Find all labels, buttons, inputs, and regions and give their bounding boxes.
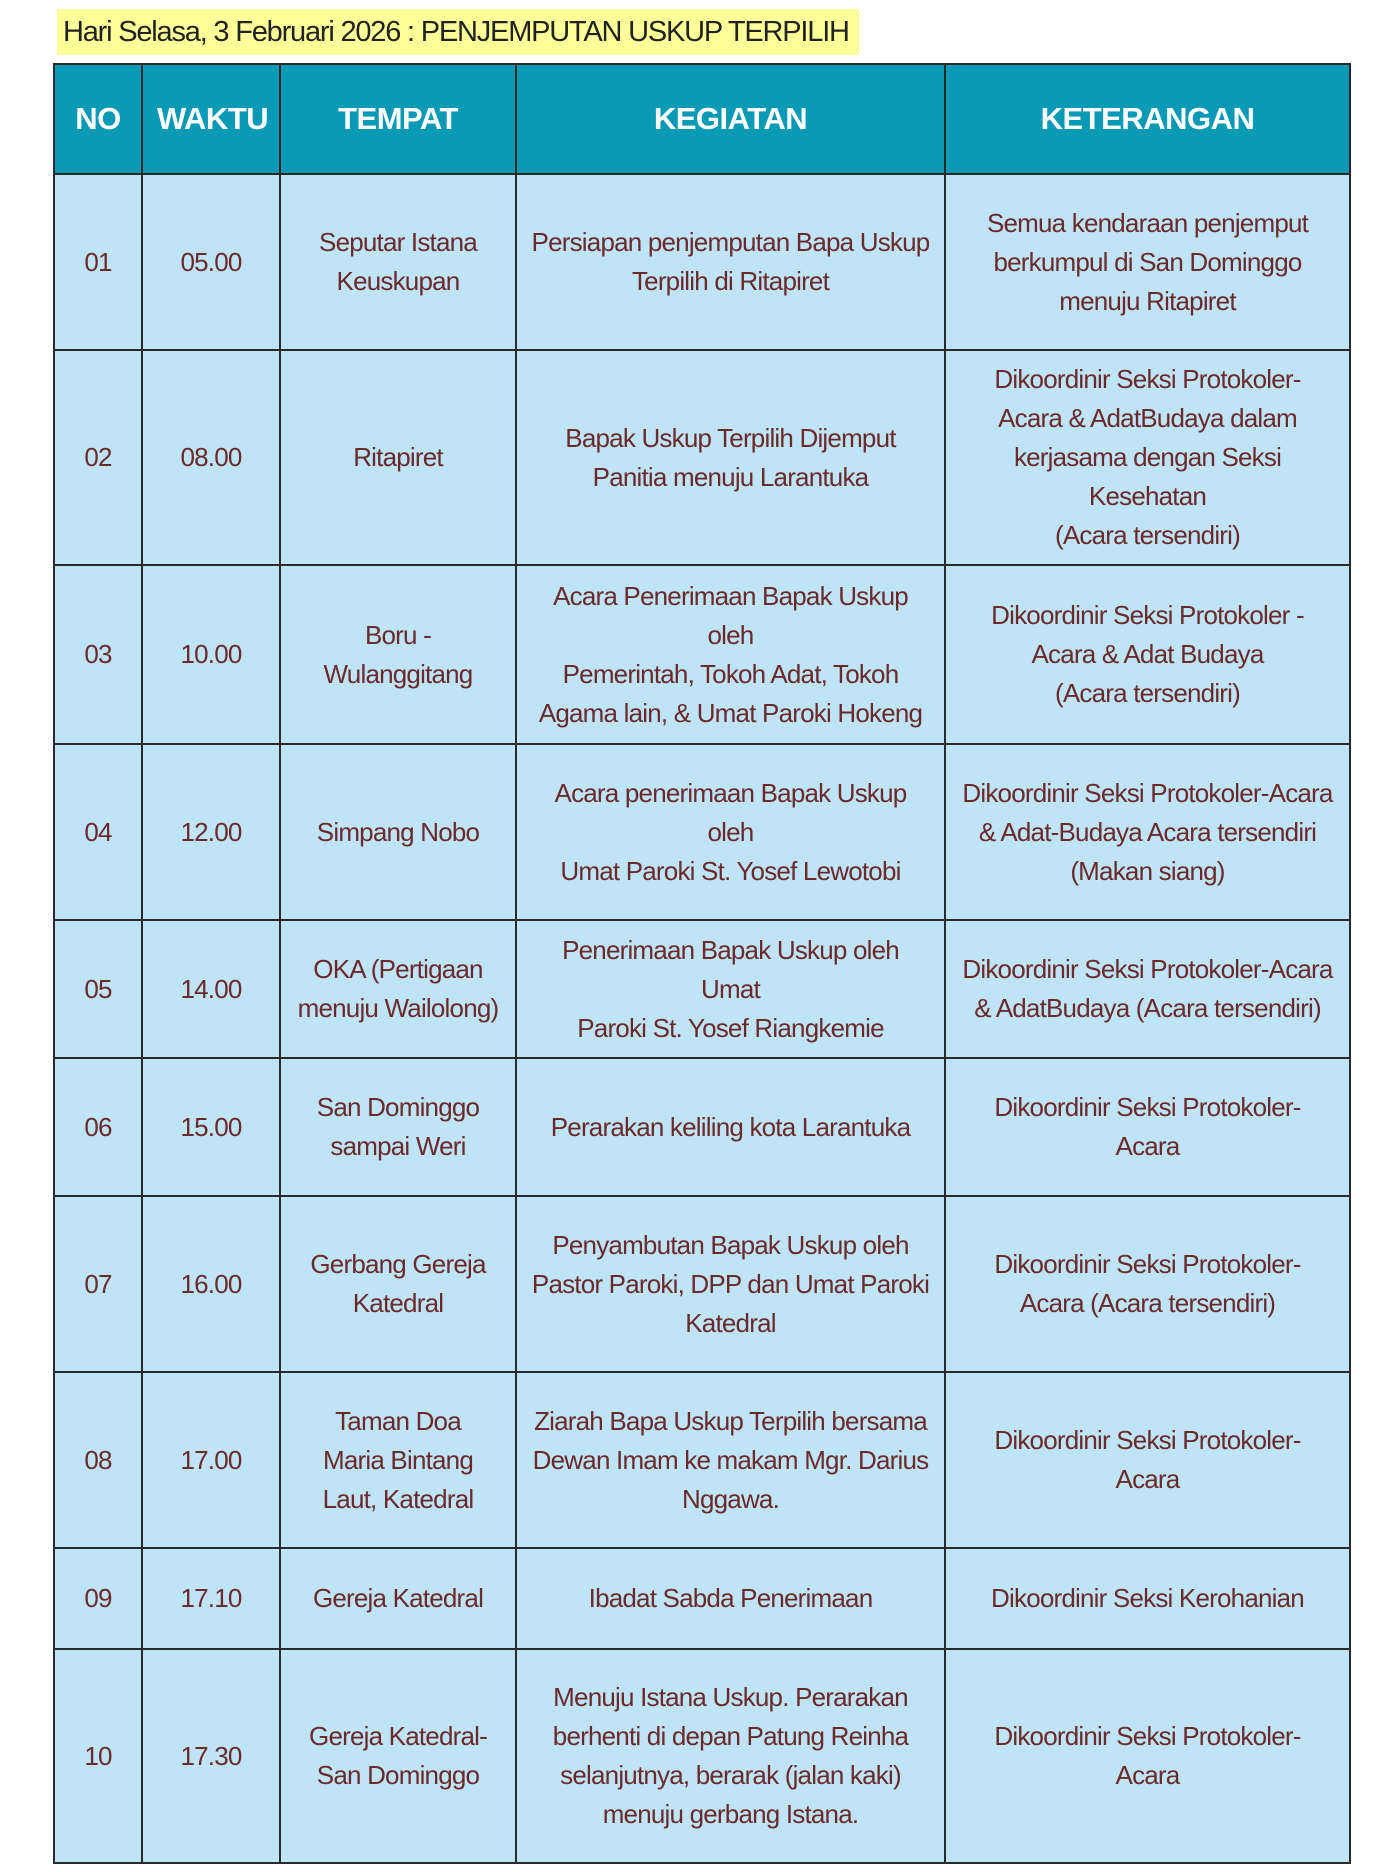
cell-keterangan-line: Acara & Adat Budaya: [1031, 639, 1264, 669]
cell-tempat-line: Gereja Katedral: [312, 1583, 484, 1613]
cell-waktu: 17.10: [142, 1548, 280, 1649]
cell-tempat-line: Gereja Katedral-: [309, 1721, 487, 1751]
cell-waktu: 15.00: [142, 1058, 280, 1196]
cell-tempat: [280, 920, 516, 1058]
cell-kegiatan-line: Pastor Paroki, DPP dan Umat Paroki: [531, 1268, 930, 1299]
cell-kegiatan-line: Bapak Uskup Terpilih Dijemput: [565, 422, 896, 453]
cell-tempat-line: Laut, Katedral: [322, 1483, 474, 1514]
schedule-table: [53, 63, 1351, 1864]
cell-keterangan-line: berkumpul di San Dominggo: [993, 246, 1302, 277]
cell-kegiatan: [516, 1649, 945, 1863]
cell-kegiatan-line: Katedral: [685, 1307, 776, 1338]
cell-tempat-line: Boru -: [364, 619, 431, 650]
table-row: [54, 565, 1350, 744]
cell-kegiatan-line: Acara penerimaan Bapak Uskup oleh: [554, 777, 907, 847]
cell-waktu: 16.00: [142, 1196, 280, 1372]
cell-keterangan: [945, 1196, 1350, 1372]
cell-keterangan-line: Dikoordinir Seksi Kerohanian: [991, 1583, 1304, 1613]
cell-kegiatan-line: berhenti di depan Patung Reinha: [552, 1721, 909, 1751]
cell-kegiatan: [516, 565, 945, 744]
header-tempat: TEMPAT: [280, 64, 516, 174]
cell-tempat: [280, 565, 516, 744]
cell-tempat-line: sampai Weri: [330, 1131, 466, 1161]
cell-waktu: 17.30: [142, 1649, 280, 1863]
cell-keterangan-line: Dikoordinir Seksi Protokoler-Acara: [962, 954, 1333, 984]
cell-kegiatan-line: menuju gerbang Istana.: [602, 1799, 859, 1829]
cell-no: 03: [54, 565, 142, 744]
header-no: NO: [54, 64, 142, 174]
cell-kegiatan-line: Menuju Istana Uskup. Perarakan: [553, 1682, 908, 1712]
cell-tempat-line: Simpang Nobo: [316, 816, 480, 847]
cell-keterangan-line: kerjasama dengan Seksi Kesehatan: [1013, 442, 1282, 511]
cell-kegiatan-line: Umat Paroki St. Yosef Lewotobi: [560, 855, 901, 886]
cell-kegiatan-line: Terpilih di Ritapiret: [631, 266, 830, 296]
cell-keterangan-line: Dikoordinir Seksi Protokoler-: [994, 364, 1301, 394]
table-header-row: [54, 64, 1350, 174]
cell-kegiatan: [516, 920, 945, 1058]
cell-keterangan-line: Dikoordinir Seksi Protokoler -: [991, 600, 1304, 630]
cell-kegiatan-line: Agama lain, & Umat Paroki Hokeng: [538, 697, 923, 728]
table-row: [54, 350, 1350, 565]
cell-keterangan: [945, 920, 1350, 1058]
cell-waktu: 12.00: [142, 744, 280, 920]
cell-kegiatan-line: Ziarah Bapa Uskup Terpilih bersama: [534, 1405, 927, 1436]
cell-keterangan-line: Acara & AdatBudaya dalam: [998, 403, 1297, 433]
cell-no: 07: [54, 1196, 142, 1372]
cell-kegiatan-line: selanjutnya, berarak (jalan kaki): [560, 1760, 901, 1790]
table-row: [54, 744, 1350, 920]
cell-keterangan: [945, 1548, 1350, 1649]
cell-keterangan-line: menuju Ritapiret: [1059, 285, 1236, 316]
cell-tempat: [280, 1372, 516, 1548]
cell-keterangan-line: Dikoordinir Seksi Protokoler-: [994, 1092, 1301, 1122]
cell-tempat-line: Katedral: [352, 1288, 444, 1318]
cell-kegiatan-line: Paroki St. Yosef Riangkemie: [577, 1012, 884, 1043]
cell-tempat-line: Keuskupan: [336, 266, 460, 296]
cell-keterangan-line: Acara (Acara tersendiri): [1019, 1288, 1276, 1318]
cell-keterangan: [945, 744, 1350, 920]
cell-keterangan-line: Dikoordinir Seksi Protokoler-: [994, 1249, 1301, 1279]
cell-kegiatan: [516, 1196, 945, 1372]
table-row: [54, 1196, 1350, 1372]
cell-no: 06: [54, 1058, 142, 1196]
cell-kegiatan-line: Pemerintah, Tokoh Adat, Tokoh: [562, 658, 899, 689]
cell-keterangan: [945, 565, 1350, 744]
cell-waktu: 05.00: [142, 174, 280, 350]
header-kegiatan: KEGIATAN: [516, 64, 945, 174]
cell-kegiatan-line: Nggawa.: [681, 1483, 780, 1514]
page-title: Hari Selasa, 3 Februari 2026 : PENJEMPUTAN USKUP TERPILIH: [57, 9, 859, 55]
cell-keterangan: [945, 350, 1350, 565]
cell-tempat-line: Ritapiret: [353, 442, 443, 472]
cell-no: 08: [54, 1372, 142, 1548]
cell-tempat-line: San Dominggo: [316, 1092, 480, 1122]
cell-tempat-line: Wulanggitang: [323, 658, 473, 689]
header-waktu: WAKTU: [142, 64, 280, 174]
cell-kegiatan: [516, 1548, 945, 1649]
cell-waktu: 08.00: [142, 350, 280, 565]
cell-tempat-line: OKA (Pertigaan: [313, 954, 483, 984]
cell-tempat-line: Maria Bintang: [322, 1444, 474, 1475]
cell-keterangan-line: Acara: [1115, 1464, 1180, 1494]
cell-waktu: 17.00: [142, 1372, 280, 1548]
cell-tempat: [280, 350, 516, 565]
cell-tempat-line: Gerbang Gereja: [310, 1249, 486, 1279]
cell-keterangan-line: & AdatBudaya (Acara tersendiri): [974, 993, 1321, 1023]
cell-kegiatan-line: Acara Penerimaan Bapak Uskup oleh: [553, 580, 908, 650]
table-row: [54, 920, 1350, 1058]
cell-keterangan: [945, 1372, 1350, 1548]
cell-tempat-line: Seputar Istana: [319, 227, 477, 257]
cell-tempat: [280, 1649, 516, 1863]
cell-keterangan-line: & Adat-Budaya Acara tersendiri: [978, 816, 1317, 847]
cell-keterangan-line: Dikoordinir Seksi Protokoler-Acara: [962, 777, 1333, 808]
cell-tempat: [280, 174, 516, 350]
table-row: [54, 1649, 1350, 1863]
cell-kegiatan: [516, 350, 945, 565]
cell-tempat: [280, 744, 516, 920]
cell-tempat: [280, 1058, 516, 1196]
cell-kegiatan-line: Perarakan keliling kota Larantuka: [550, 1111, 911, 1142]
cell-no: 09: [54, 1548, 142, 1649]
cell-keterangan-line: Semua kendaraan penjemput: [986, 207, 1309, 238]
cell-kegiatan-line: Penerimaan Bapak Uskup oleh Umat: [562, 934, 899, 1004]
cell-no: 02: [54, 350, 142, 565]
cell-tempat-line: San Dominggo: [316, 1760, 480, 1790]
cell-keterangan-line: Acara: [1115, 1131, 1180, 1161]
cell-keterangan-line: Dikoordinir Seksi Protokoler-: [994, 1721, 1301, 1751]
cell-kegiatan: [516, 1058, 945, 1196]
cell-no: 10: [54, 1649, 142, 1863]
cell-keterangan: [945, 1649, 1350, 1863]
cell-waktu: 10.00: [142, 565, 280, 744]
cell-kegiatan-line: Penyambutan Bapak Uskup oleh: [552, 1229, 909, 1260]
cell-kegiatan: [516, 1372, 945, 1548]
cell-keterangan: [945, 174, 1350, 350]
cell-no: 04: [54, 744, 142, 920]
cell-keterangan-line: (Makan siang): [1070, 855, 1225, 886]
cell-kegiatan-line: Panitia menuju Larantuka: [592, 461, 869, 492]
cell-tempat: [280, 1196, 516, 1372]
cell-kegiatan: [516, 174, 945, 350]
cell-no: 01: [54, 174, 142, 350]
cell-keterangan-line: Dikoordinir Seksi Protokoler-: [994, 1425, 1301, 1455]
cell-kegiatan-line: Dewan Imam ke makam Mgr. Darius: [532, 1444, 929, 1475]
cell-tempat: [280, 1548, 516, 1649]
cell-waktu: 14.00: [142, 920, 280, 1058]
cell-keterangan-line: (Acara tersendiri): [1055, 678, 1240, 708]
cell-keterangan-line: Acara: [1115, 1760, 1180, 1790]
table-row: [54, 174, 1350, 350]
cell-kegiatan: [516, 744, 945, 920]
cell-no: 05: [54, 920, 142, 1058]
table-row: [54, 1548, 1350, 1649]
header-keterangan: KETERANGAN: [945, 64, 1350, 174]
cell-tempat-line: Taman Doa: [335, 1405, 461, 1436]
cell-kegiatan-line: Ibadat Sabda Penerimaan: [588, 1583, 873, 1613]
cell-kegiatan-line: Persiapan penjemputan Bapa Uskup: [531, 227, 930, 257]
cell-tempat-line: menuju Wailolong): [297, 993, 499, 1023]
table-row: [54, 1372, 1350, 1548]
cell-keterangan: [945, 1058, 1350, 1196]
table-row: [54, 1058, 1350, 1196]
cell-keterangan-line: (Acara tersendiri): [1055, 520, 1240, 550]
